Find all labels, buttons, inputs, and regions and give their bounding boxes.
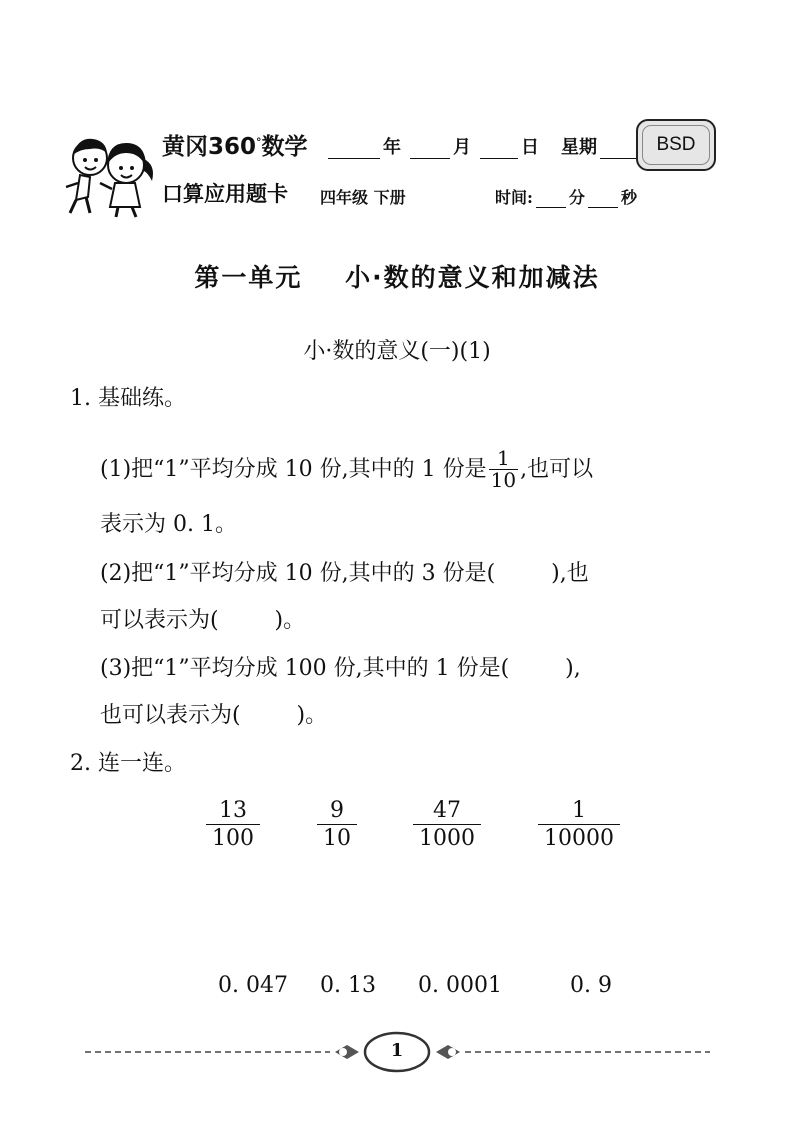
fraction-numerator: 47 (433, 798, 461, 823)
q1-part1-text: (1)把“1”平均分成 10 份,其中的 1 份是 (100, 456, 487, 482)
unit-title: 第一单元 小·数的意义和加减法 (194, 263, 600, 292)
fraction-item[interactable] (416, 798, 478, 853)
q1-part2-line1: (2)把“1”平均分成 10 份,其中的 3 份是( ),也 (100, 561, 589, 586)
page-footer (85, 1030, 710, 1074)
brand-title: 黄冈360°数学 (162, 134, 308, 160)
minute-label: 分 (568, 188, 585, 207)
fraction-denominator: 100 (206, 824, 260, 853)
fraction-item[interactable] (320, 798, 354, 853)
q1-part1-line1 (100, 448, 593, 491)
decimal-item[interactable]: 0. 13 (320, 973, 376, 998)
page-number: 1 (390, 1040, 404, 1061)
fraction-item[interactable] (209, 798, 257, 853)
month-label: 月 (453, 137, 471, 158)
fraction-denominator: 1000 (413, 824, 481, 853)
month-blank[interactable] (410, 142, 450, 159)
decimal-item[interactable]: 0. 0001 (418, 973, 502, 998)
q1-part1-line2: 表示为 0. 1。 (100, 512, 237, 537)
minute-blank[interactable] (536, 193, 566, 208)
weekday-label: 星期 (561, 137, 597, 158)
grade-label: 四年级 下册 (320, 188, 406, 207)
fraction-numerator: 13 (219, 798, 247, 823)
fraction-denominator: 10000 (538, 824, 620, 853)
decimal-item[interactable]: 0. 047 (218, 973, 288, 998)
q2-heading: 2. 连一连。 (70, 751, 186, 776)
time-fields (495, 185, 637, 208)
decimal-item[interactable]: 0. 9 (570, 973, 612, 998)
fraction-numerator: 1 (572, 798, 586, 823)
brand-subtitle: 口算应用题卡 (162, 182, 288, 206)
cartoon-kids-logo (60, 125, 160, 220)
fraction-numerator: 9 (330, 798, 344, 823)
q1-heading: 1. 基础练。 (70, 386, 186, 411)
q1-part3-line1: (3)把“1”平均分成 100 份,其中的 1 份是( ), (100, 656, 581, 681)
second-label: 秒 (620, 188, 637, 207)
weekday-blank[interactable] (600, 142, 640, 159)
q1-part3-line2: 也可以表示为( )。 (100, 703, 328, 728)
fraction-denominator: 10 (490, 468, 517, 492)
time-label: 时间: (495, 188, 533, 207)
q1-part2-line2: 可以表示为( )。 (100, 608, 306, 633)
fraction-one-tenth (489, 448, 518, 491)
fraction-item[interactable] (541, 798, 617, 853)
year-label: 年 (383, 137, 401, 158)
year-blank[interactable] (328, 142, 380, 159)
fraction-denominator: 10 (317, 824, 357, 853)
edition-badge: BSD (636, 119, 716, 171)
date-fields (325, 133, 643, 159)
lesson-title: 小·数的意义(一)(1) (303, 339, 491, 364)
fraction-numerator: 1 (496, 446, 510, 470)
q1-part1-text-cont: ,也可以 (520, 456, 594, 482)
second-blank[interactable] (588, 193, 618, 208)
day-blank[interactable] (480, 142, 518, 159)
day-label: 日 (521, 137, 539, 158)
